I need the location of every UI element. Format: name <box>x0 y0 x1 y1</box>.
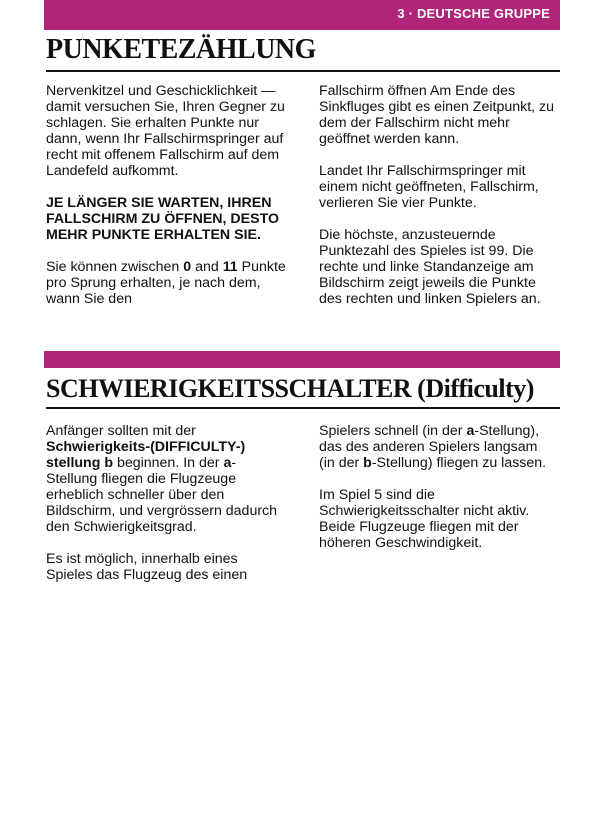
section-divider-band <box>44 351 560 368</box>
header-label: 3 · DEUTSCHE GRUPPE <box>397 6 550 21</box>
text-span: Anfänger sollten mit der <box>46 423 196 439</box>
text-span: Sie können zwischen <box>46 259 184 275</box>
setting-letter: b <box>363 455 372 471</box>
min-points: 0 <box>183 259 192 275</box>
text-span: -Stellung), das des anderen Spielers langsam (in der <box>319 423 540 471</box>
scoring-right-column <box>319 83 555 323</box>
difficulty-right-column <box>319 423 555 567</box>
text-span: and <box>191 259 223 275</box>
paragraph <box>46 423 286 535</box>
paragraph <box>46 259 286 307</box>
scoring-left-column <box>46 83 286 323</box>
paragraph: Landet Ihr Fallschirmspringer mit einem nicht geöffneten, Fallschirm, verlieren Sie vier Punkte. <box>319 163 539 211</box>
paragraph: Im Spiel 5 sind die Schwierigkeitsschalter nicht aktiv. Beide Flugzeuge fliegen mit der höheren Geschwindigkeit. <box>319 487 530 551</box>
difficulty-setting-bold: Schwierigkeits-(DIFFICULTY-) stellung b <box>46 439 246 471</box>
text-span: beginnen. In der <box>113 455 224 471</box>
text-span: Punkte pro Sprung erhalten, je nach dem, wann Sie den <box>46 259 286 307</box>
paragraph: Nervenkitzel und Geschicklichkeit — damit versuchen Sie, Ihren Gegner zu schlagen. Sie erhalten Punkte nur dann, wenn Ihr Fallschirmspringer auf recht mit offenem Fallschirm auf dem Landefeld aufkommt. <box>46 83 285 179</box>
title-rule <box>46 407 560 409</box>
setting-letter: a <box>223 455 232 471</box>
paragraph: Es ist möglich, innerhalb eines Spieles das Flugzeug des einen <box>46 551 248 583</box>
text-span: Spielers schnell (in der <box>319 423 467 439</box>
paragraph: Die höchste, anzusteuernde Punktezahl des Spieles ist 99. Die rechte und linke Standanzeige am Bildschirm zeigt jeweils die Punkte des rechten und linken Spielers an. <box>319 227 541 307</box>
title-rule <box>46 70 560 72</box>
header-band <box>44 0 560 30</box>
paragraph <box>319 423 555 471</box>
difficulty-left-column <box>46 423 286 599</box>
text-span: -Stellung fliegen die Flugzeuge erheblich schneller über den Bildschirm, und vergrössern dadurch den Schwierigkeitsgrad. <box>46 455 278 535</box>
setting-letter: a <box>466 423 475 439</box>
text-span: -Stellung) fliegen zu lassen. <box>371 455 547 471</box>
paragraph: Fallschirm öffnen Am Ende des Sinkfluges gibt es einen Zeitpunkt, zu dem der Fallschirm nicht mehr geöffnet werden kann. <box>319 83 555 147</box>
section-title-difficulty: SCHWIERIGKEITSSCHALTER (Difficulty) <box>46 374 534 403</box>
max-points: 11 <box>222 259 238 275</box>
emphasis-paragraph: JE LÄNGER SIE WARTEN, IHREN FALLSCHIRM ZU ÖFFNEN, DESTO MEHR PUNKTE ERHALTEN SIE. <box>46 195 280 243</box>
section-title-scoring: PUNKETEZÄHLUNG <box>46 34 316 65</box>
